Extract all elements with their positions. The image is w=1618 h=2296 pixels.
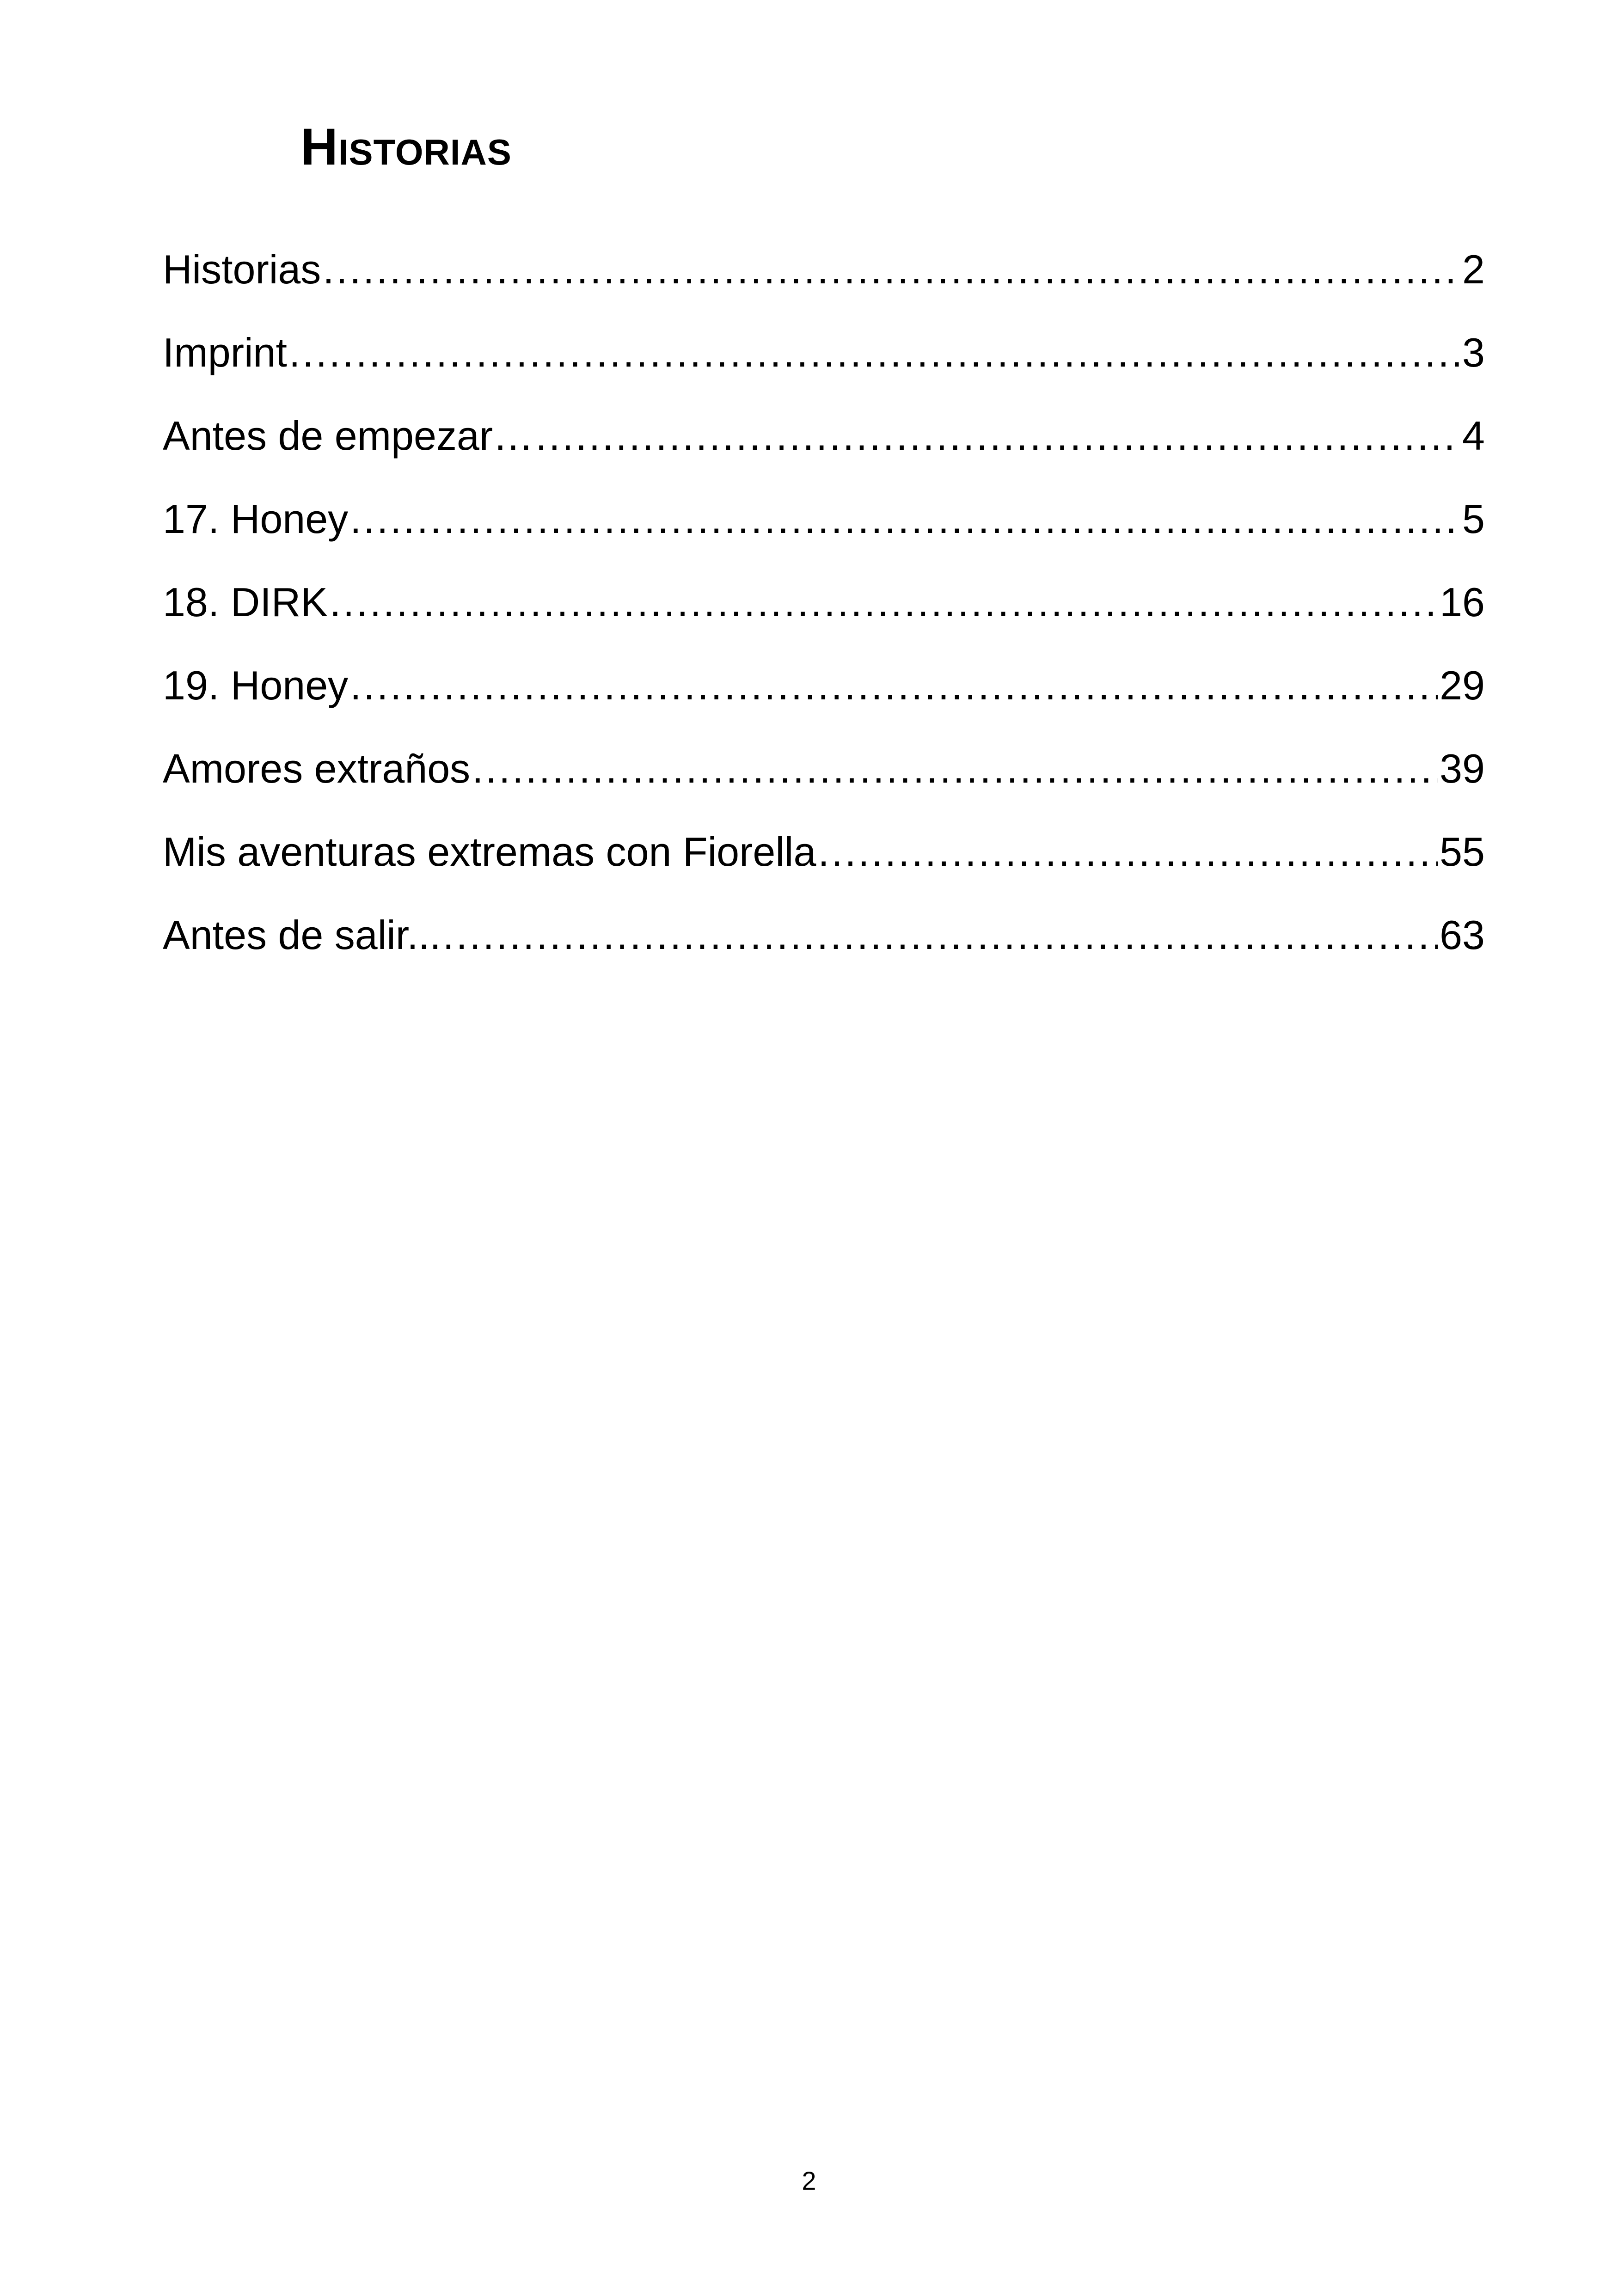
toc-dot-leader xyxy=(472,740,1438,797)
table-of-contents xyxy=(163,240,1485,989)
toc-entry-label: Amores extraños xyxy=(163,746,471,791)
toc-entry-19-honey[interactable] xyxy=(163,656,1485,740)
toc-dot-leader xyxy=(350,656,1438,714)
toc-heading: Historias xyxy=(300,118,512,176)
toc-entry-label: 17. Honey xyxy=(163,496,349,542)
toc-entry-label: 18. DIRK xyxy=(163,579,328,625)
toc-dot-leader xyxy=(443,906,1438,964)
toc-dot-leader xyxy=(818,823,1438,881)
toc-entry-mis-aventuras[interactable] xyxy=(163,823,1485,906)
toc-entry-imprint[interactable] xyxy=(163,324,1485,407)
toc-entry-label: Antes de salir... xyxy=(163,912,441,958)
page-number: 2 xyxy=(802,2166,816,2195)
toc-dot-leader xyxy=(535,407,1460,465)
toc-entry-page: 16 xyxy=(1440,579,1485,625)
toc-entry-page: 39 xyxy=(1440,746,1485,791)
toc-dot-leader xyxy=(323,240,1460,298)
toc-entry-page: 63 xyxy=(1440,912,1485,958)
toc-entry-amores-extranos[interactable] xyxy=(163,740,1485,823)
toc-dot-leader xyxy=(289,324,1460,381)
toc-entry-label: Antes de empezar… xyxy=(163,413,534,459)
toc-entry-historias[interactable] xyxy=(163,240,1485,324)
toc-entry-page: 55 xyxy=(1440,829,1485,875)
toc-entry-label: Imprint xyxy=(163,330,287,375)
toc-entry-page: 3 xyxy=(1462,330,1485,375)
toc-entry-page: 5 xyxy=(1462,496,1485,542)
toc-entry-label: Mis aventuras extremas con Fiorella xyxy=(163,829,816,875)
toc-entry-page: 2 xyxy=(1462,246,1485,292)
toc-entry-label: Historias xyxy=(163,246,321,292)
toc-entry-antes-de-empezar[interactable] xyxy=(163,407,1485,490)
toc-entry-17-honey[interactable] xyxy=(163,490,1485,573)
toc-entry-page: 29 xyxy=(1440,662,1485,708)
toc-entry-label: 19. Honey xyxy=(163,662,349,708)
toc-entry-page: 4 xyxy=(1462,413,1485,459)
toc-entry-antes-de-salir[interactable] xyxy=(163,906,1485,989)
toc-entry-18-dirk[interactable] xyxy=(163,573,1485,656)
toc-dot-leader xyxy=(350,490,1460,548)
toc-dot-leader xyxy=(330,573,1438,631)
